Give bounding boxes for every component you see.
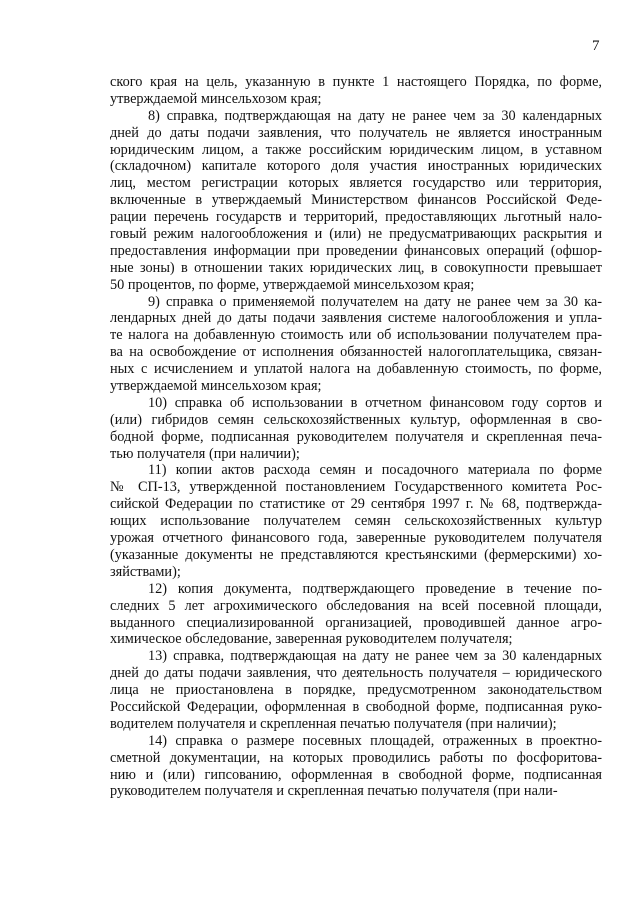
text-line: Российской Федерации, оформленная в свободной форме, подписанная руко-: [110, 698, 602, 715]
text-line: юридическим лицом, а также российским юридическим лицом, в уставном: [110, 141, 602, 158]
text-line: 50 процентов, по форме, утверждаемой минсельхозом края;: [110, 276, 475, 293]
body-text: [110, 74, 602, 800]
paragraph: [110, 648, 602, 732]
text-line: (указанные документы не представляются крестьянскими (фермерскими) хо-: [110, 546, 602, 563]
text-line: выданного специализированной организацией, проводившей данное агро-: [110, 614, 602, 631]
text-line: (или) гибридов семян сельскохозяйственных культур, оформленная в сво-: [110, 411, 602, 428]
text-line: руководителем получателя и скрепленная печатью получателя (при нали-: [110, 783, 558, 800]
text-line: лендарных дней до даты подачи заявления системе налогообложения и упла-: [110, 310, 602, 327]
text-line: ского края на цель, указанную в пункте 1 настоящего Порядка, по форме,: [110, 74, 602, 90]
text-line: (складочном) капитале которого доля участия иностранных юридических: [110, 158, 602, 175]
text-line: 9) справка о применяемой получателем на дату не ранее чем за 30 ка-: [148, 293, 602, 310]
text-line: включенные в утверждаемый Министерством финансов Российской Феде-: [110, 192, 602, 209]
text-line: 13) справка, подтверждающая на дату не ранее чем за 30 календарных: [148, 648, 602, 665]
text-line: ных с исчислением и уплатой налога на добавленную стоимость, по форме,: [110, 361, 602, 378]
text-line: 12) копия документа, подтверждающего проведение в течение по-: [148, 580, 602, 597]
text-line: рации перечень государств и территорий, предоставляющих льготный нало-: [110, 209, 602, 226]
text-line: дней до даты подачи заявления, что деятельность получателя – юридического: [110, 665, 602, 682]
text-line: водителем получателя и скрепленная печатью получателя (при наличии);: [110, 715, 557, 732]
text-line: ющих использование получателем семян сельскохозяйственных культур: [110, 513, 602, 530]
text-line: тью получателя (при наличии);: [110, 445, 300, 462]
paragraph: [110, 74, 602, 108]
text-line: зяйствами);: [110, 563, 181, 580]
text-line: 10) справка об использовании в отчетном финансовом году сортов и: [148, 394, 602, 411]
text-line: № СП-13, утвержденной постановлением Государственного комитета Рос-: [110, 479, 602, 496]
paragraph: [110, 581, 602, 649]
text-line: ные зоны) в отношении таких юридических лиц, в совокупности превышает: [110, 259, 602, 276]
text-line: лиц, местом регистрации которых является государство или территория,: [110, 175, 602, 192]
text-line: 11) копии актов расхода семян и посадочного материала по форме: [148, 462, 602, 479]
text-line: 14) справка о размере посевных площадей, отраженных в проектно-: [148, 732, 602, 749]
text-line: следних 5 лет агрохимического обследования на всей посевной площади,: [110, 597, 602, 614]
paragraph: [110, 395, 602, 463]
text-line: лица не приостановлена в порядке, предусмотренном законодательством: [110, 682, 602, 699]
text-line: нию и (или) гипсованию, оформленная в свободной форме, подписанная: [110, 766, 602, 783]
text-line: 8) справка, подтверждающая на дату не ранее чем за 30 календарных: [148, 107, 602, 124]
text-line: предоставления информации при проведении финансовых операций (офшор-: [110, 242, 602, 259]
text-line: бодной форме, подписанная руководителем получателя и скрепленная печа-: [110, 428, 602, 445]
text-line: сийской Федерации по статистике от 29 сентября 1997 г. № 68, подтвержда-: [110, 496, 602, 513]
text-line: химическое обследование, заверенная руководителем получателя;: [110, 631, 513, 648]
text-line: те налога на добавленную стоимость или об использовании получателем пра-: [110, 327, 602, 344]
text-line: дней до даты подачи заявления, что получатель не является иностранным: [110, 124, 602, 141]
paragraph: [110, 294, 602, 395]
paragraph: [110, 462, 602, 580]
paragraph: [110, 733, 602, 801]
text-line: утверждаемой минсельхозом края;: [110, 378, 322, 395]
text-line: ва на освобождение от исполнения обязанностей налогоплательщика, связан-: [110, 344, 602, 361]
text-line: говый режим налогообложения и (или) не предусматривающих раскрытия и: [110, 226, 602, 243]
text-line: урожая отчетного финансового года, заверенные руководителем получателя: [110, 530, 602, 547]
paragraph: [110, 108, 602, 294]
page-number: 7: [592, 38, 600, 54]
text-line: сметной документации, на которых проводились работы по фосфоритова-: [110, 749, 602, 766]
text-line: утверждаемой минсельхозом края;: [110, 90, 322, 107]
